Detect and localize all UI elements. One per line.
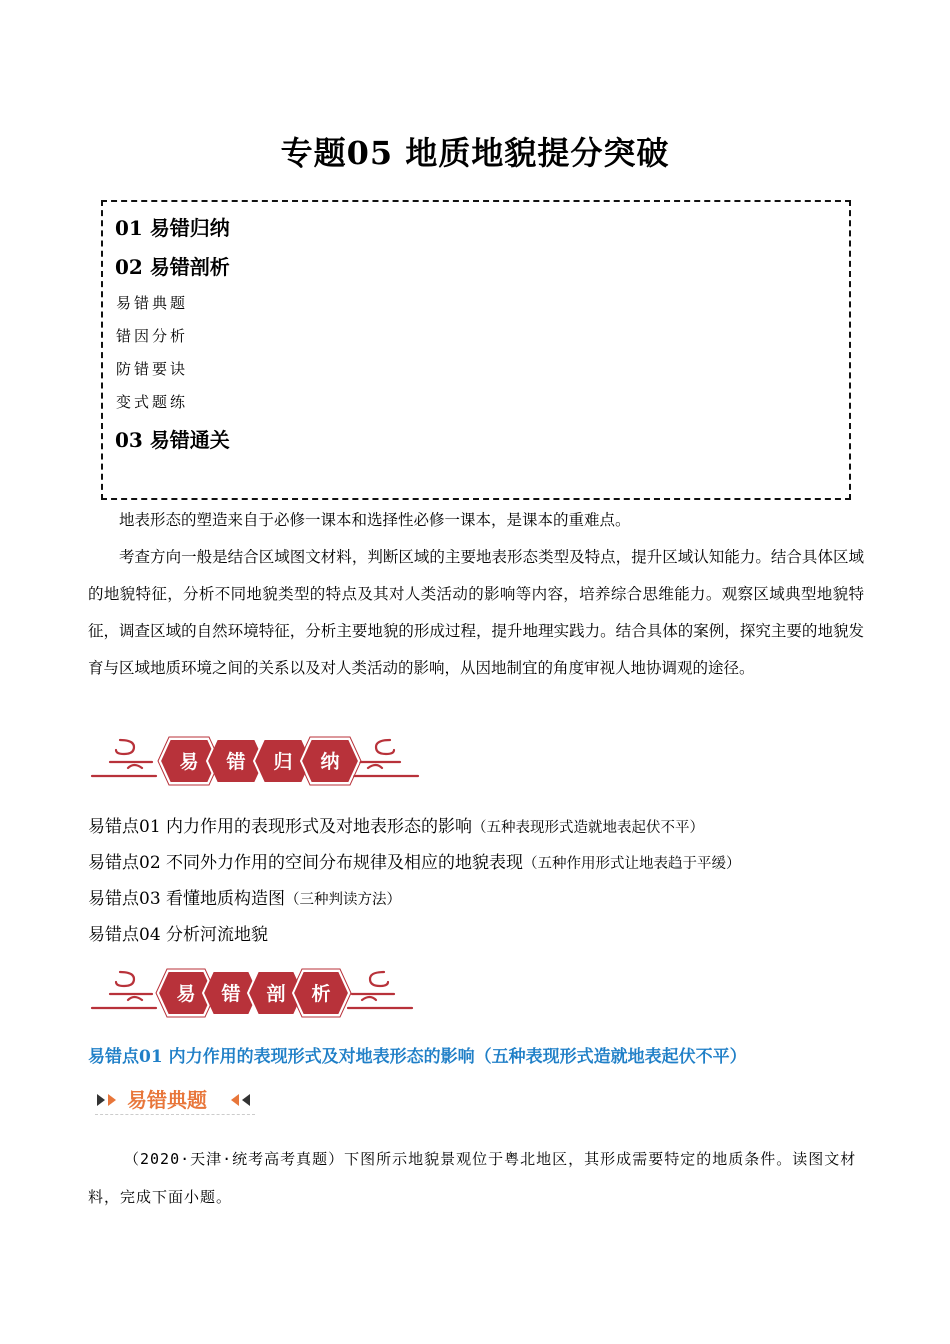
banner-char: 易 (176, 983, 196, 1005)
intro-paragraph-1: 地表形态的塑造来自于必修一课本和选择性必修一课本，是课本的重难点。 (119, 511, 631, 529)
error-point-title: 易错点02 不同外力作用的空间分布规律及相应的地貌表现 (88, 853, 524, 873)
banner-char: 错 (221, 983, 241, 1005)
typical-question-tag (95, 1082, 255, 1116)
double-arrow-left-icon (227, 1092, 257, 1108)
toc-sub-item: 易错典题 (116, 294, 189, 312)
toc-sub-item: 错因分析 (116, 327, 189, 345)
banner-char: 析 (311, 983, 331, 1005)
error-point-note: （三种判读方法） (285, 892, 402, 908)
banner-char: 纳 (320, 751, 340, 773)
banner-char: 易 (179, 751, 199, 773)
intro-paragraph-2: 考查方向一般是结合区域图文材料，判断区域的主要地表形态类型及特点，提升区域认知能力。结合具体区域的地貌特征，分析不同地貌类型的特点及其对人类活动的影响等内容，培养综合思维能力。观察区域典型地貌特征，调查区域的自然环境特征，分析主要地貌的形成过程，提升地理实践力。结合具体的案例，探究主要的地貌发育与区域地质环境之间的关系以及对人类活动的影响，从因地制宜的角度审视人地协调观的途径。 (88, 548, 864, 677)
error-point-title: 易错点03 看懂地质构造图 (88, 889, 286, 909)
tag-underline (95, 1114, 255, 1115)
question-text (88, 1140, 860, 1216)
toc-sub-item: 变式题练 (116, 393, 189, 411)
swirl-left-icon (92, 972, 156, 1008)
swirl-right-icon (348, 972, 412, 1008)
swirl-left-icon (92, 740, 156, 776)
swirl-right-icon (354, 740, 418, 776)
toc-sub-item: 防错要诀 (116, 360, 189, 378)
toc-heading-1: 01 易错归纳 (115, 216, 230, 240)
banner-char: 错 (226, 751, 246, 773)
banner-char: 剖 (266, 983, 286, 1005)
banner-char: 归 (273, 751, 293, 773)
question-paragraph: （2020·天津·统考高考真题）下图所示地貌景观位于粤北地区，其形成需要特定的地质条件。读图文材料，完成下面小题。 (88, 1150, 857, 1206)
error-point-3 (88, 884, 401, 909)
table-of-contents (101, 200, 851, 500)
section-heading: 易错点01 内力作用的表现形式及对地表形态的影响（五种表现形式造就地表起伏不平） (88, 1047, 747, 1067)
error-point-2 (88, 848, 741, 873)
intro-text (88, 502, 864, 687)
banner-yicuo-guina (90, 732, 420, 790)
toc-heading-2: 02 易错剖析 (115, 255, 230, 279)
tag-label: 易错典题 (127, 1088, 207, 1112)
error-point-note: （五种表现形式造就地表起伏不平） (472, 820, 705, 836)
error-point-title: 易错点04 分析河流地貌 (88, 925, 269, 945)
page-title: 专题05 地质地貌提分突破 (280, 134, 670, 172)
error-point-title: 易错点01 内力作用的表现形式及对地表形态的影响 (88, 817, 473, 837)
toc-heading-3: 03 易错通关 (115, 428, 230, 452)
double-arrow-right-icon (95, 1092, 125, 1108)
banner-yicuo-pouxi (90, 964, 420, 1022)
error-point-note: （五种作用形式让地表趋于平缓） (523, 856, 741, 872)
error-point-1 (88, 812, 704, 837)
error-point-4 (88, 920, 268, 945)
